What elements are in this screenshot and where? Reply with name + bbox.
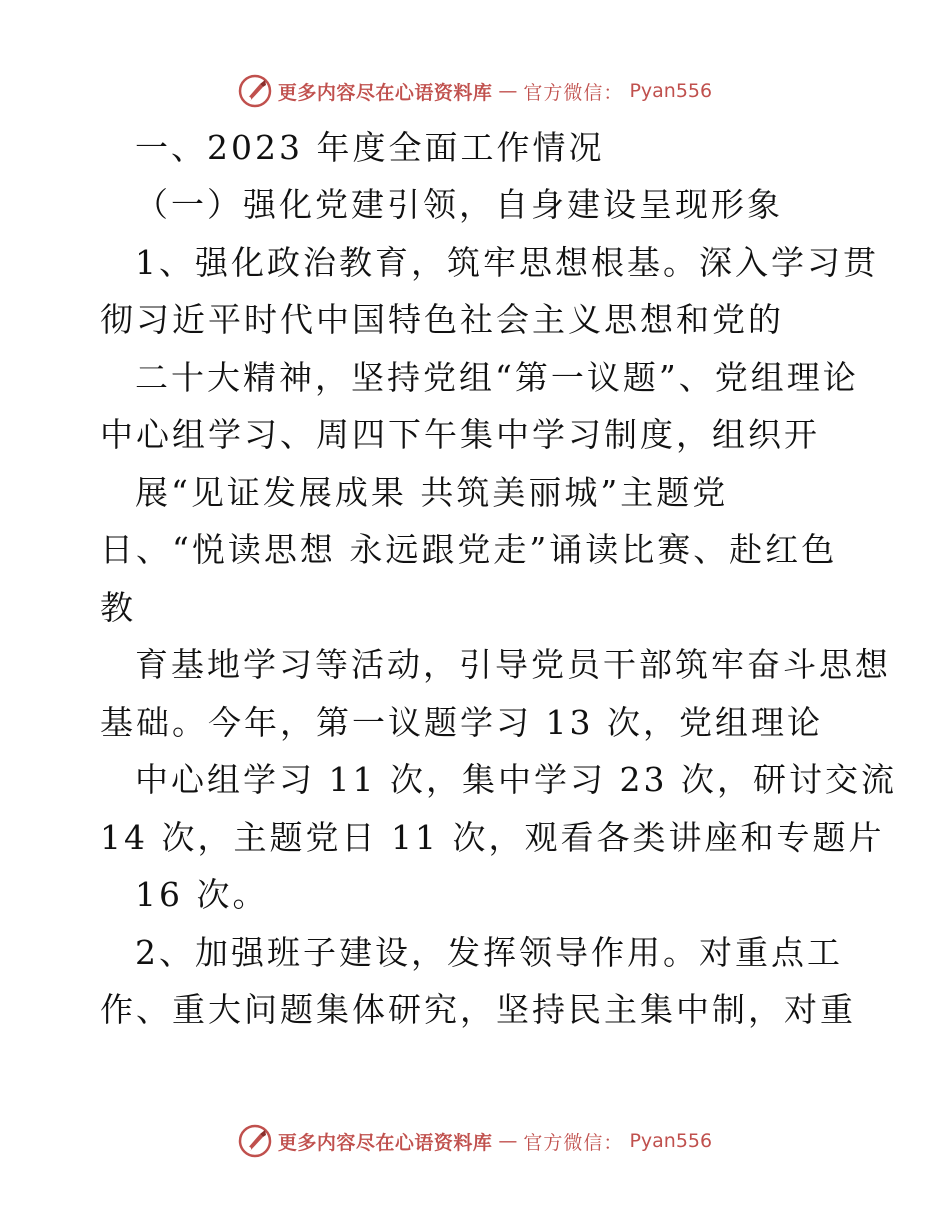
paragraph-line: 基础。今年，第一议题学习 13 次，党组理论 bbox=[100, 703, 823, 742]
watermark-label: 官方微信： bbox=[523, 1131, 624, 1154]
paragraph-line: 教 bbox=[100, 588, 136, 627]
paragraph-line: 二十大精神，坚持党组“第一议题”、党组理论 bbox=[135, 358, 859, 397]
quill-logo-icon bbox=[238, 1124, 272, 1158]
paragraph-line: 彻习近平时代中国特色社会主义思想和党的 bbox=[100, 300, 784, 339]
quill-logo-icon bbox=[238, 74, 272, 108]
watermark-separator: — bbox=[498, 1130, 518, 1152]
paragraph-line: 育基地学习等活动，引导党员干部筑牢奋斗思想 bbox=[135, 645, 891, 684]
watermark-id: Pyan556 bbox=[629, 1130, 713, 1152]
watermark-id: Pyan556 bbox=[629, 80, 713, 102]
paragraph-line: 作、重大问题集体研究，坚持民主集中制，对重 bbox=[100, 990, 856, 1029]
paragraph-line: 2、加强班子建设，发挥领导作用。对重点工 bbox=[135, 933, 843, 972]
watermark-separator: — bbox=[498, 80, 518, 102]
watermark-banner-top bbox=[0, 71, 950, 111]
section-heading: 一、2023 年度全面工作情况 bbox=[135, 128, 605, 167]
paragraph-line: 中心组学习、周四下午集中学习制度，组织开 bbox=[100, 415, 820, 454]
paragraph-line: 14 次，主题党日 11 次，观看各类讲座和专题片 bbox=[100, 818, 885, 857]
watermark-banner-bottom bbox=[0, 1121, 950, 1161]
watermark-text: 更多内容尽在心语资料库 bbox=[277, 1131, 493, 1154]
paragraph-line: 中心组学习 11 次，集中学习 23 次，研讨交流 bbox=[135, 760, 897, 799]
watermark-text: 更多内容尽在心语资料库 bbox=[277, 81, 493, 104]
paragraph-line: 展“见证发展成果 共筑美丽城”主题党 bbox=[135, 473, 729, 512]
paragraph-line: 1、强化政治教育，筑牢思想根基。深入学习贯 bbox=[135, 243, 879, 282]
paragraph-line: 16 次。 bbox=[135, 875, 269, 914]
watermark-label: 官方微信： bbox=[523, 81, 624, 104]
paragraph-line: 日、“悦读思想 永远跟党走”诵读比赛、赴红色 bbox=[100, 530, 838, 569]
subsection-heading: （一）强化党建引领，自身建设呈现形象 bbox=[135, 185, 783, 224]
